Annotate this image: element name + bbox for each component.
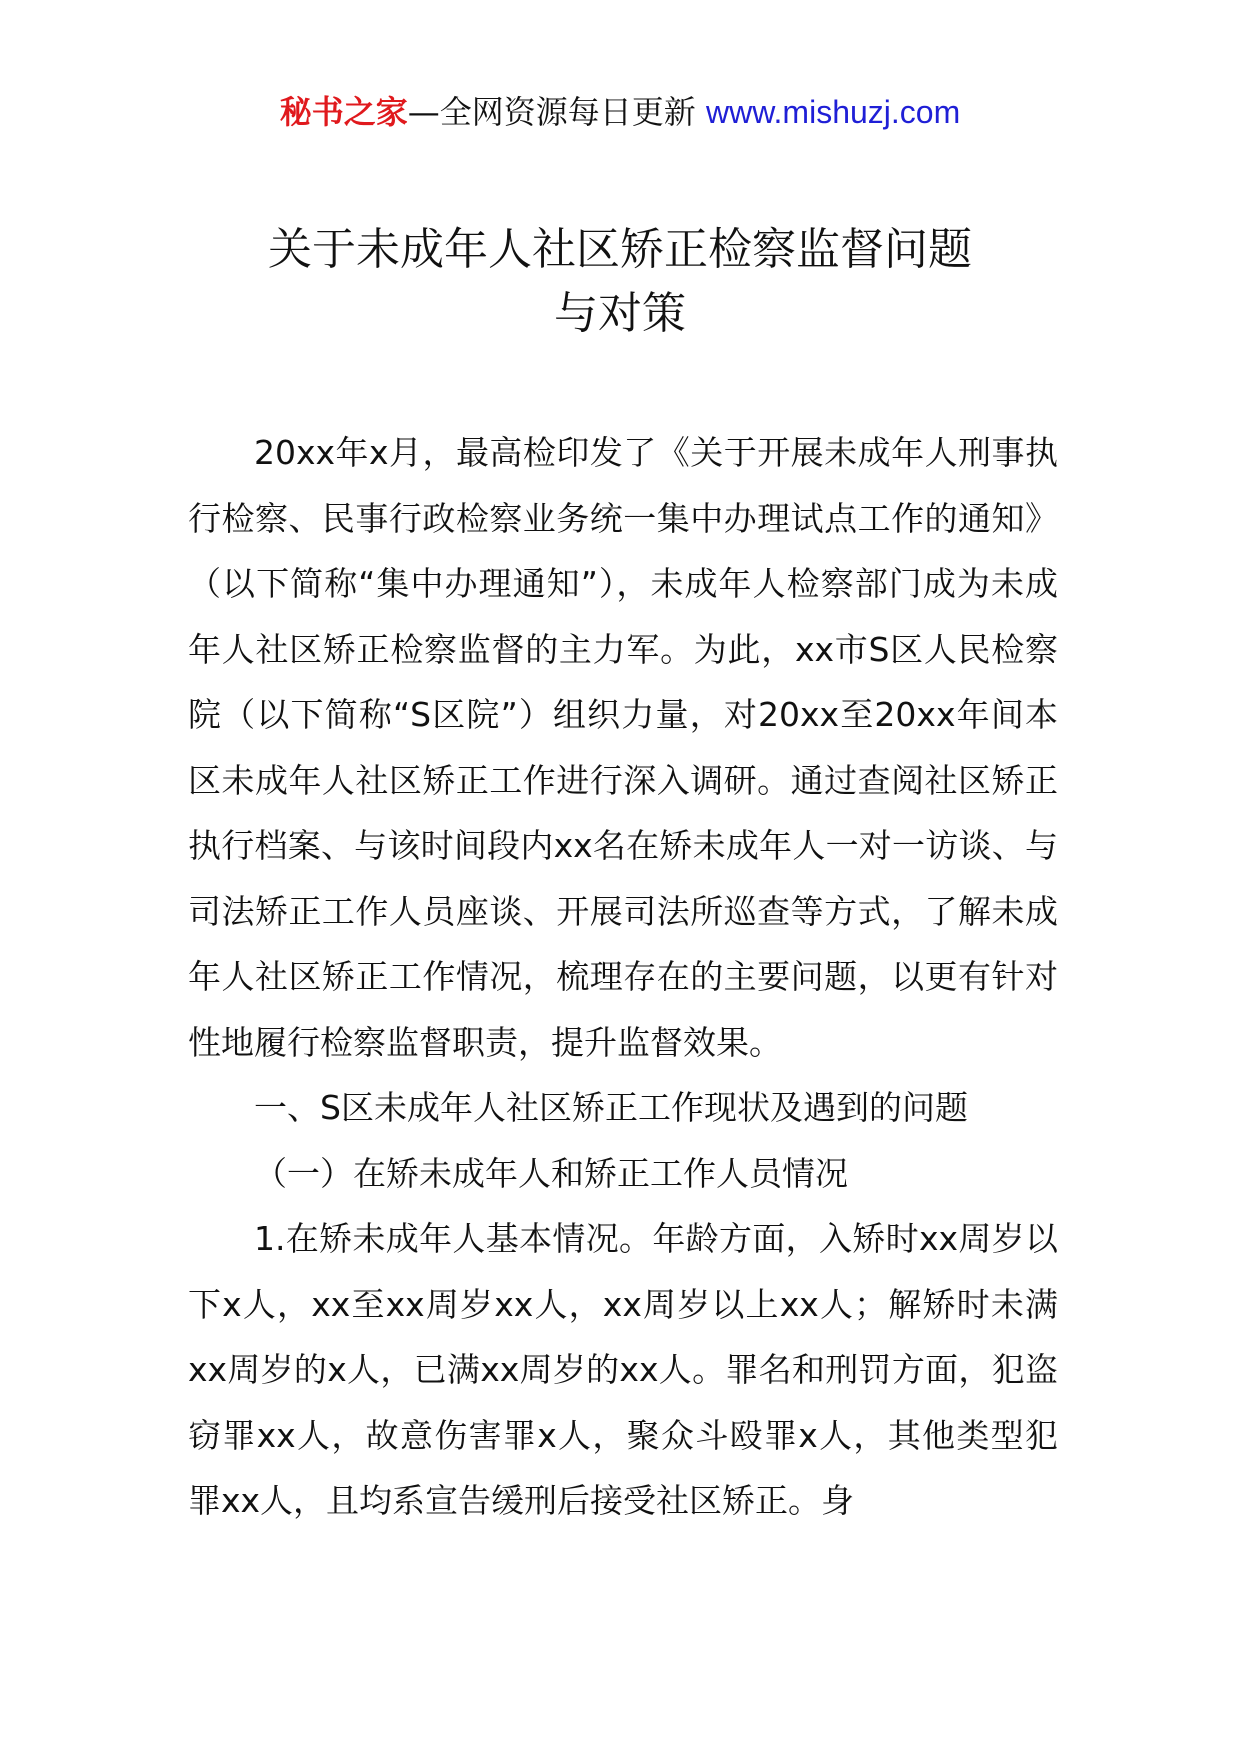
section-heading: 一、S区未成年人社区矫正工作现状及遇到的问题	[254, 1088, 968, 1127]
title-line-1: 关于未成年人社区矫正检察监督问题	[268, 224, 972, 275]
header-tagline: —全网资源每日更新	[407, 93, 706, 131]
title-line-2: 与对策	[554, 288, 686, 339]
document-body	[188, 420, 1058, 1534]
site-url-link[interactable]: www.mishuzj.com	[705, 94, 961, 130]
site-header	[0, 88, 1240, 136]
intro-paragraph: 20xx年x月，最高检印发了《关于开展未成年人刑事执行检察、民事行政检察业务统一集中办理试点工作的通知》（以下简称“集中办理通知”），未成年人检察部门成为未成年人社区矫正检察监督的主力军。为此，xx市S区人民检察院（以下简称“S区院”）组织力量，对20xx至20xx年间本区未成年人社区矫正工作进行深入调研。通过查阅社区矫正执行档案、与该时间段内xx名在矫未成年人一对一访谈、与司法矫正工作人员座谈、开展司法所巡查等方式，了解未成年人社区矫正工作情况，梳理存在的主要问题，以更有针对性地履行检察监督职责，提升监督效果。	[188, 433, 1058, 1062]
document-title	[0, 218, 1240, 346]
subsection-heading: （一）在矫未成年人和矫正工作人员情况	[254, 1153, 848, 1193]
brand-name: 秘书之家	[279, 93, 408, 131]
body-paragraph: 1.在矫未成年人基本情况。年龄方面，入矫时xx周岁以下x人，xx至xx周岁xx人，xx周岁以上xx人；解矫时未满xx周岁的x人，已满xx周岁的xx人。罪名和刑罚方面，犯盗窃罪xx人，故意伤害罪x人，聚众斗殴罪x人，其他类型犯罪xx人，且均系宣告缓刑后接受社区矫正。身	[188, 1219, 1058, 1520]
